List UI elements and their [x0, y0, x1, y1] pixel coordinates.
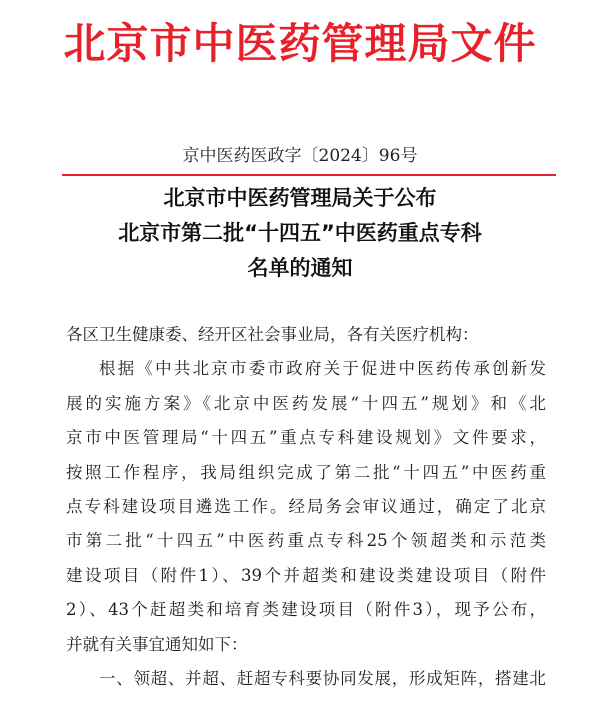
- document-body: [66, 318, 546, 696]
- paragraph-line: 按照工作程序，我局组织完成了第二批“十四五”中医药重: [66, 462, 546, 482]
- salutation: 各区卫生健康委、经开区社会事业局，各有关医疗机构：: [66, 325, 479, 344]
- title-line: 北京市中医药管理局关于公布: [163, 186, 437, 210]
- title-line: 北京市第二批“十四五”中医药重点专科: [118, 221, 482, 245]
- paragraph-line: 2）、43个赶超类和培育类建设项目（附件3），现予公布，: [66, 600, 546, 620]
- document-masthead: 北京市中医药管理局文件: [63, 19, 537, 68]
- red-divider-line: [62, 174, 556, 176]
- paragraph-line: 京市中医管理局“十四五”重点专科建设规划》文件要求，: [66, 428, 546, 448]
- title-line: 名单的通知: [247, 256, 353, 280]
- paragraph-line: 点专科建设项目遴选工作。经局务会审议通过，确定了北京: [66, 496, 546, 516]
- document-title: [0, 181, 600, 286]
- paragraph-line: 并就有关事宜通知如下：: [66, 634, 248, 654]
- document-number: 京中医药医政字〔2024〕96号: [182, 146, 418, 166]
- paragraph-line: 建设项目（附件1）、39个并超类和建设类建设项目（附件: [66, 565, 546, 585]
- paragraph-line: 市第二批“十四五”中医药重点专科25个领超类和示范类: [66, 531, 546, 551]
- paragraph-line: 根据《中共北京市委市政府关于促进中医药传承创新发: [99, 359, 546, 379]
- paragraph-line: 一、领超、并超、赶超专科要协同发展，形成矩阵，搭建北: [99, 668, 546, 688]
- paragraph-line: 展的实施方案》《北京中医药发展“十四五”规划》和《北: [66, 393, 546, 413]
